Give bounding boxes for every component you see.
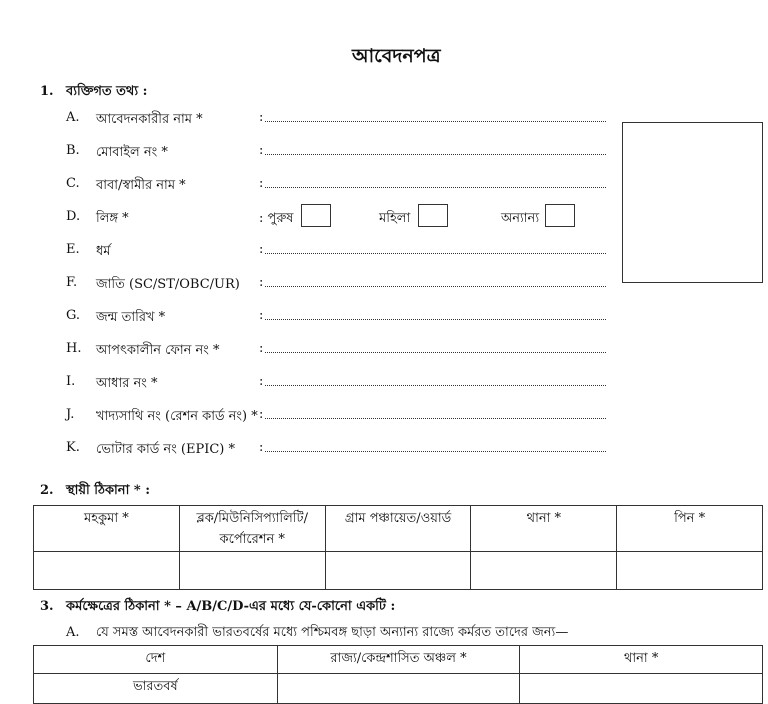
col-police-station: থানা * <box>520 646 763 674</box>
sub-text: যে সমস্ত আবেদনকারী ভারতবর্ষের মধ্যে পশ্চিমবঙ্গ ছাড়া অন্যান্য রাজ্যে কর্মরত তাদের জন্য— <box>96 625 569 640</box>
field-colon: : <box>259 110 264 125</box>
police-station-cell[interactable] <box>471 552 617 590</box>
section-number: 3. <box>40 599 54 614</box>
gender-male-checkbox[interactable] <box>301 204 331 227</box>
field-letter: H. <box>66 341 82 356</box>
section-3a-text <box>66 623 568 644</box>
field-label: জাতি (SC/ST/OBC/UR) <box>96 277 240 292</box>
country-cell: ভারতবর্ষ <box>34 674 278 704</box>
section-3-heading <box>40 597 395 618</box>
field-input-line[interactable] <box>265 385 606 386</box>
sub-letter: A. <box>66 625 80 640</box>
field-colon: : <box>259 275 264 290</box>
gender-female-checkbox[interactable] <box>418 204 448 227</box>
field-input-line[interactable] <box>265 154 606 155</box>
field-letter: G. <box>66 308 81 323</box>
field-label: ভোটার কার্ড নং (EPIC) * <box>96 442 236 457</box>
workplace-table <box>33 645 763 704</box>
field-letter: J. <box>66 407 75 422</box>
field-letter: B. <box>66 143 80 158</box>
col-pin: পিন * <box>617 506 763 552</box>
section-number: 2. <box>40 483 54 498</box>
field-label: আধার নং * <box>96 376 158 391</box>
field-letter: E. <box>66 242 80 257</box>
section-title: ব্যক্তিগত তথ্য : <box>66 84 148 99</box>
field-input-line[interactable] <box>265 187 606 188</box>
subdivision-cell[interactable] <box>34 552 180 590</box>
field-label: মোবাইল নং * <box>96 145 168 160</box>
section-2-heading <box>40 481 150 502</box>
gender-male-label: : পুরুষ <box>259 211 294 226</box>
police-station-cell[interactable] <box>520 674 763 704</box>
field-label: লিঙ্গ * <box>96 211 129 226</box>
field-colon: : <box>259 407 264 422</box>
field-label: জন্ম তারিখ * <box>96 310 166 325</box>
field-colon: : <box>259 440 264 455</box>
field-letter: F. <box>66 275 78 290</box>
section-title: কর্মক্ষেত্রের ঠিকানা * – A/B/C/D-এর মধ্যে যে-কোনো একটি : <box>66 599 396 614</box>
field-letter: C. <box>66 176 80 191</box>
col-country: দেশ <box>34 646 278 674</box>
field-label: বাবা/স্বামীর নাম * <box>96 178 186 193</box>
state-cell[interactable] <box>277 674 520 704</box>
field-label: আপৎকালীন ফোন নং * <box>96 343 220 358</box>
field-input-line[interactable] <box>265 418 606 419</box>
table-row <box>34 552 763 590</box>
gender-other-checkbox[interactable] <box>545 204 575 227</box>
section-title: স্থায়ী ঠিকানা * : <box>66 483 150 498</box>
form-title: আবেদনপত্র <box>352 45 441 67</box>
field-colon: : <box>259 176 264 191</box>
panchayat-cell[interactable] <box>325 552 471 590</box>
permanent-address-table <box>33 505 763 590</box>
field-label: খাদ্যসাথি নং (রেশন কার্ড নং) * <box>96 409 258 424</box>
col-subdivision: মহকুমা * <box>34 506 180 552</box>
pin-cell[interactable] <box>617 552 763 590</box>
field-input-line[interactable] <box>265 253 606 254</box>
table-header-row <box>34 506 763 552</box>
field-colon: : <box>259 143 264 158</box>
field-input-line[interactable] <box>265 319 606 320</box>
block-cell[interactable] <box>179 552 325 590</box>
field-label: ধর্ম <box>96 244 111 259</box>
field-letter: D. <box>66 209 81 224</box>
field-colon: : <box>259 341 264 356</box>
field-input-line[interactable] <box>265 451 606 452</box>
field-input-line[interactable] <box>265 352 606 353</box>
table-row <box>34 674 763 704</box>
field-label: আবেদনকারীর নাম * <box>96 112 203 127</box>
field-letter: I. <box>66 374 76 389</box>
section-number: 1. <box>40 84 54 99</box>
field-colon: : <box>259 242 264 257</box>
field-letter: A. <box>66 110 80 125</box>
col-police-station: থানা * <box>471 506 617 552</box>
field-input-line[interactable] <box>265 121 606 122</box>
table-header-row <box>34 646 763 674</box>
field-colon: : <box>259 374 264 389</box>
photo-box[interactable] <box>622 122 763 283</box>
col-panchayat: গ্রাম পঞ্চায়েত/ওয়ার্ড <box>325 506 471 552</box>
field-colon: : <box>259 308 264 323</box>
col-state: রাজ্য/কেন্দ্রশাসিত অঞ্চল * <box>277 646 520 674</box>
section-1-heading <box>40 82 147 103</box>
field-letter: K. <box>66 440 80 455</box>
gender-female-label: মহিলা <box>379 211 411 226</box>
col-block: ব্লক/মিউনিসিপ্যালিটি/ কর্পোরেশন * <box>179 506 325 552</box>
gender-other-label: অন্যান্য <box>501 211 540 226</box>
field-input-line[interactable] <box>265 286 606 287</box>
